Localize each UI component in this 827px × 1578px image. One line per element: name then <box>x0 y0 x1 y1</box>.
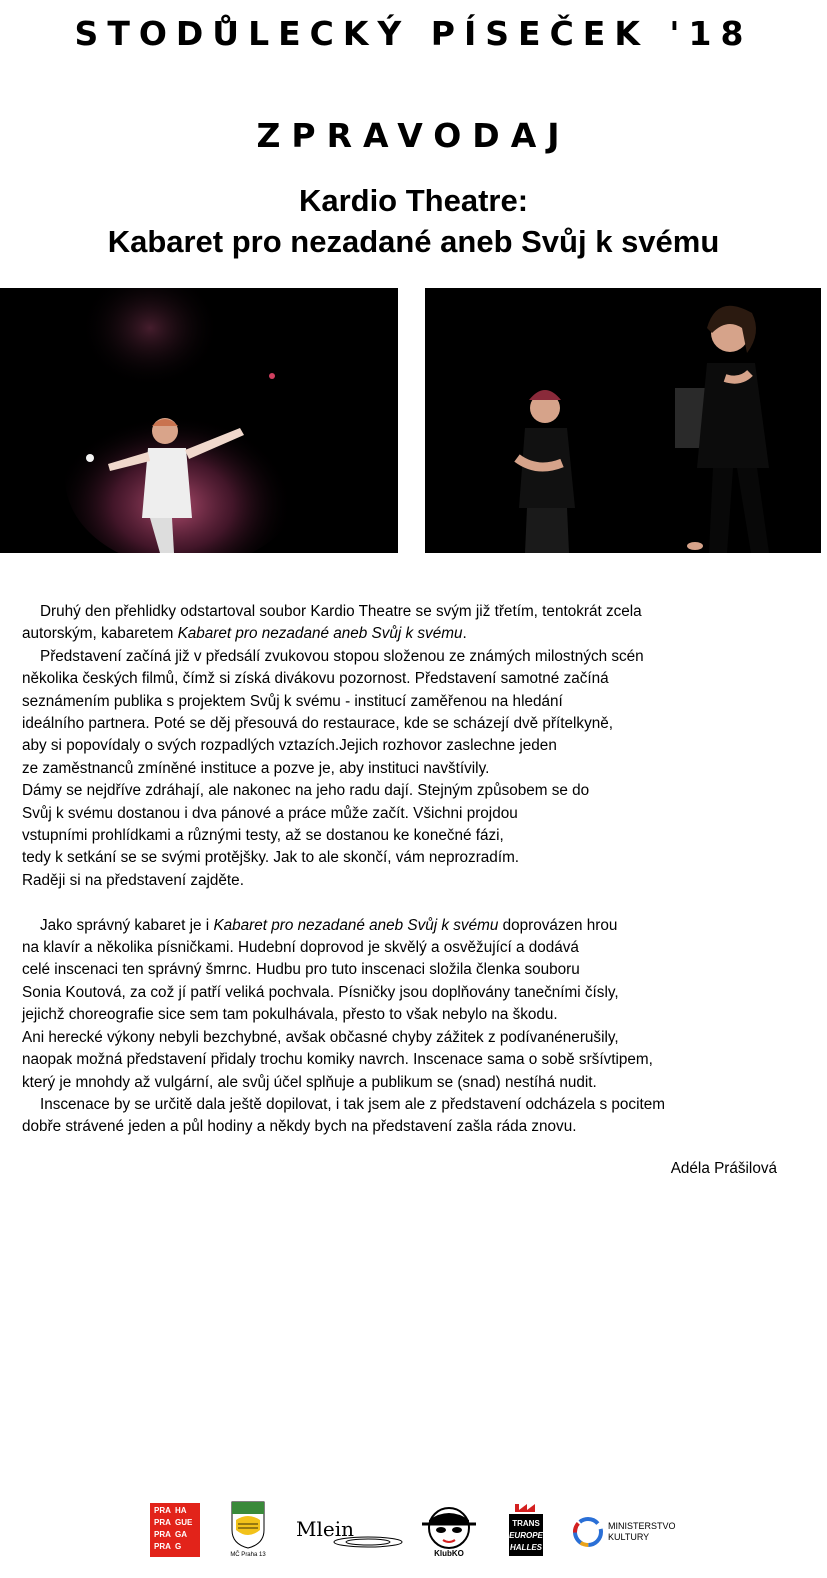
article-line: Svůj k svému dostanou i dva pánové a práce může začít. Všichni projdou <box>22 804 518 822</box>
article-line: který je mnohdy až vulgární, ale svůj účel splňuje a publikum se (snad) nestíhá nudit. <box>22 1073 597 1091</box>
article-line: celé inscenaci ten správný šmrnc. Hudbu pro tuto inscenaci složila členka souboru <box>22 961 580 979</box>
article-line: ideálního partnera. Poté se děj přesouvá do restaurace, kde se scházejí dvě přítelkyně, <box>22 715 613 733</box>
article-line-text: doprovázen hrou <box>498 916 618 934</box>
praha-logo-text: G <box>175 1542 182 1551</box>
klubko-logo-text: KlubKO <box>434 1549 464 1558</box>
paragraph-gap <box>22 892 812 914</box>
praha-logo-text: HA <box>175 1506 187 1515</box>
praha-logo <box>150 1503 200 1557</box>
article-line <box>22 623 812 645</box>
article-line: Dámy se nejdříve zdráhají, ale nakonec na jeho radu dají. Stejným způsobem se do <box>22 782 590 800</box>
article-line-text: . <box>462 625 467 643</box>
article-line: na klavír a několika písničkami. Hudební doprovod je skvělý a osvěžující a dodává <box>22 939 579 957</box>
article-line: Raději si na představení zajděte. <box>22 871 244 889</box>
article-line-text: Jako správný kabaret je i <box>40 916 214 934</box>
mlein-logo-text: Mlein <box>296 1517 354 1541</box>
article-body <box>22 601 812 1139</box>
show-title-italic: Kabaret pro nezadané aneb Svůj k svému <box>213 916 499 934</box>
article-line: naopak možná představení přidaly trochu komiky navrch. Inscenace sama o sobě sršívtipem, <box>22 1051 653 1069</box>
tel-text: TRANS <box>512 1519 540 1528</box>
article-line: dobře strávené jeden a půl hodiny a někdy bych na představení zašla ráda znovu. <box>22 1118 577 1136</box>
article-line <box>22 915 812 937</box>
tel-text: HALLES <box>510 1543 542 1552</box>
praha-logo-text: GA <box>175 1530 187 1539</box>
article-line: seznámením publika s projektem Svůj k svému - institucí zaměřenou na hledání <box>22 692 563 710</box>
photo-performer-red-smoke <box>0 288 398 553</box>
klubko-logo <box>420 1502 478 1558</box>
crest-caption: MČ Praha 13 <box>230 1552 266 1558</box>
section-title: ZPRAVODAJ <box>256 116 571 155</box>
photo-two-performers-stage <box>425 288 821 553</box>
article-line: tedy k setkání se se svými protějšky. Jak to ale skončí, vám neprozradím. <box>22 849 520 867</box>
mk-text: MINISTERSTVO <box>608 1521 676 1531</box>
mk-text: KULTURY <box>608 1532 650 1542</box>
article-line: Inscenace by se určitě dala ještě dopilovat, i tak jsem ale z představení odcházela s pocitem <box>40 1095 665 1113</box>
headline-line-1: Kardio Theatre: <box>298 183 529 218</box>
mlein-logo <box>296 1514 406 1550</box>
praha-logo-text: PRA <box>154 1506 171 1515</box>
sponsor-logos <box>148 1500 688 1560</box>
article-line: vstupními prohlídkami a různými testy, až se dostanou ke konečné fázi, <box>22 827 504 845</box>
article-line: Představení začíná již v předsálí zvukovou stopou složenou ze známých milostných scén <box>40 647 644 665</box>
praha-logo-text: PRA <box>154 1542 171 1551</box>
tel-text: EUROPE <box>509 1531 543 1540</box>
article-line: Sonia Koutová, za což jí patří veliká pochvala. Písničky jsou doplňovány tanečními čísly, <box>22 983 619 1001</box>
praha-logo-text: PRA <box>154 1530 171 1539</box>
article-line: Druhý den přehlidky odstartoval soubor Kardio Theatre se svým již třetím, tentokrát zcela <box>40 603 642 620</box>
article-line: jejichž choreografie sice sem tam pokulhávala, přesto to však nebylo na škodu. <box>22 1006 558 1024</box>
prague-13-crest-logo <box>230 1500 266 1558</box>
article-line: několika českých filmů, čímž si získá divákovu pozornost. Představení samotné začíná <box>22 670 609 688</box>
festival-title: STODŮLECKÝ PÍSEČEK '18 <box>74 14 753 53</box>
author-name: Adéla Prášilová <box>670 1160 777 1177</box>
praha-logo-text: GUE <box>175 1518 193 1527</box>
article-line-text: autorským, kabaretem <box>22 625 178 643</box>
ministerstvo-kultury-logo <box>572 1512 692 1552</box>
article-line: aby si popovídaly o svých rozpadlých vztazích.Jejich rozhovor zaslechne jeden <box>22 737 557 755</box>
article-line: ze zaměstnanců zmíněné instituce a pozve je, aby instituci navštívily. <box>22 759 490 777</box>
praha-logo-text: PRA <box>154 1518 171 1527</box>
headline-line-2: Kabaret pro nezadané aneb Svůj k svému <box>107 224 720 259</box>
article-headline <box>0 180 827 262</box>
article-line: Ani herecké výkony nebyli bezchybné, avšak občasné chyby zážitek z podívanénerušily, <box>22 1028 619 1046</box>
trans-europe-halles-logo <box>505 1502 547 1558</box>
show-title-italic: Kabaret pro nezadané aneb Svůj k svému <box>177 625 463 643</box>
